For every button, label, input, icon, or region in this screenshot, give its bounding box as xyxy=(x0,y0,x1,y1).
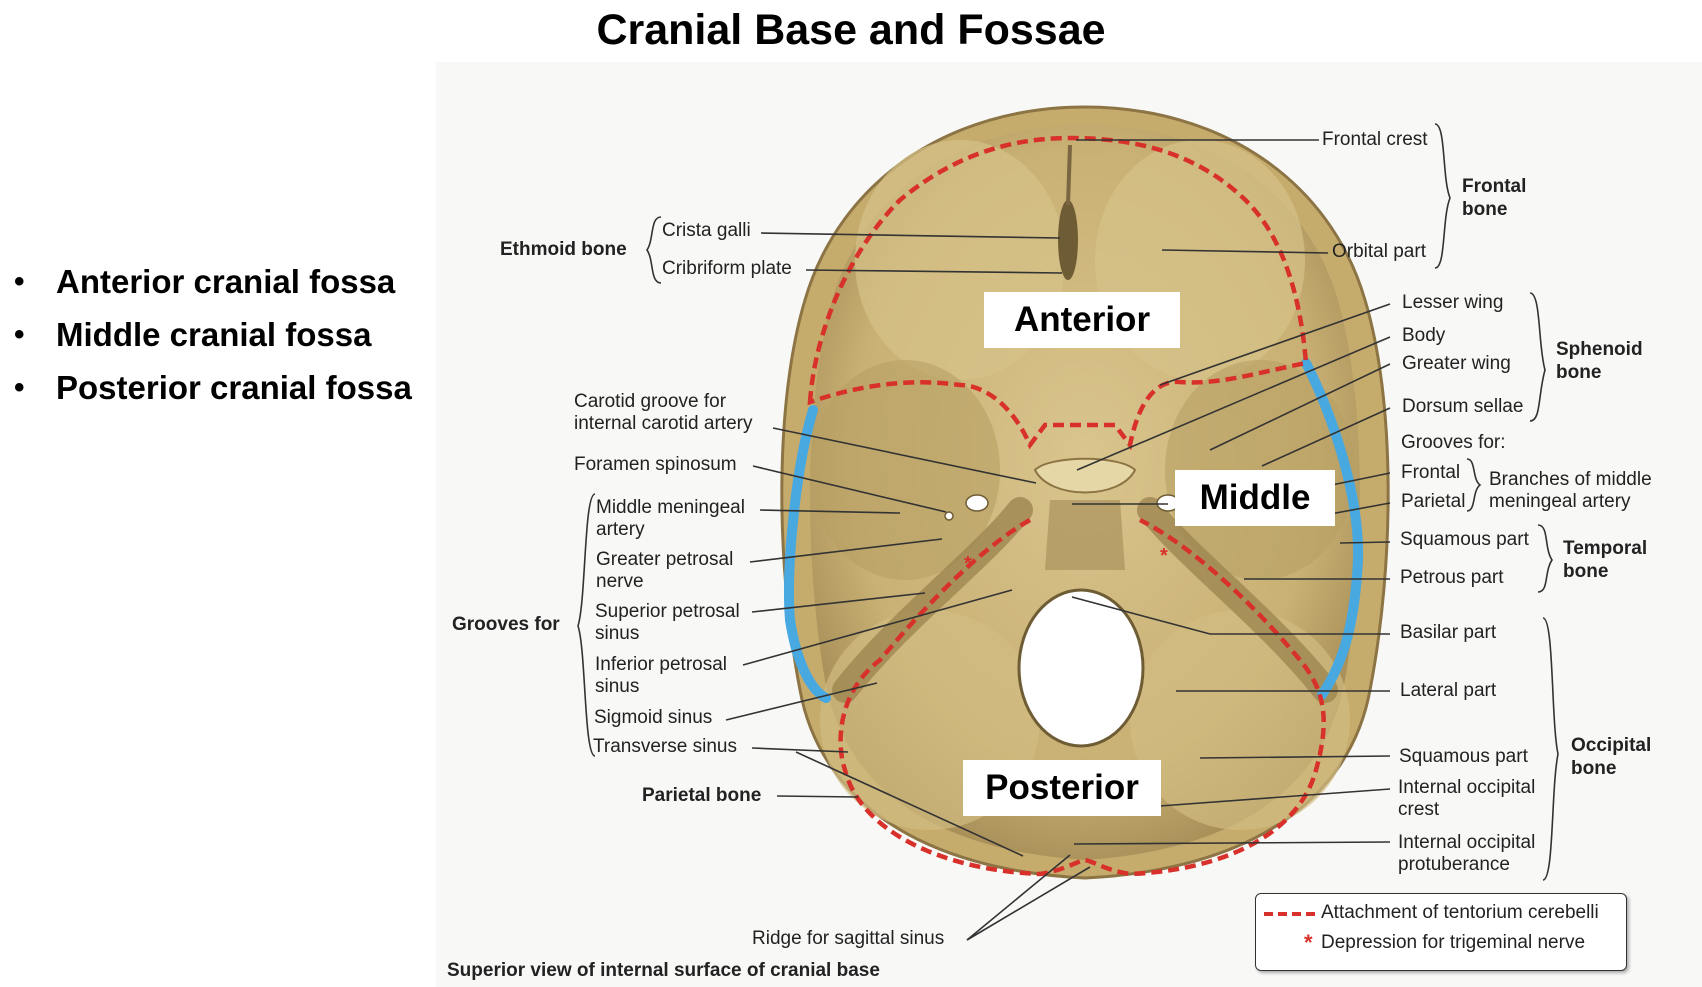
temporal-bone-group xyxy=(1563,537,1647,583)
label-superior-petrosal-line2: sinus xyxy=(595,623,640,644)
label-internal-occipital-crest xyxy=(1398,777,1535,821)
middle-fossa-label: Middle xyxy=(1199,478,1311,517)
bullet-anterior-text: Anterior cranial fossa xyxy=(56,263,396,300)
bullet-dot-icon: • xyxy=(14,371,25,404)
legend-trigeminal-text: Depression for trigeminal nerve xyxy=(1321,932,1586,953)
label-branches-line1: Branches of middle xyxy=(1489,469,1652,490)
right-trigeminal-marker: * xyxy=(1160,545,1168,567)
legend-box xyxy=(1255,893,1627,971)
foramen-magnum xyxy=(1019,590,1143,746)
bracket-ethmoid xyxy=(647,217,661,283)
label-sigmoid-sinus: Sigmoid sinus xyxy=(594,707,713,728)
trigeminal-asterisk-icon: * xyxy=(1304,930,1313,955)
middle-fossa-label-box xyxy=(1175,470,1335,526)
anterior-fossa-label: Anterior xyxy=(1013,300,1151,339)
label-squamous-part-occipital: Squamous part xyxy=(1399,746,1528,767)
label-carotid-groove-line2: internal carotid artery xyxy=(574,413,753,434)
label-basilar-part: Basilar part xyxy=(1400,622,1497,643)
bracket-occipital xyxy=(1543,618,1558,880)
label-body: Body xyxy=(1402,325,1446,346)
bracket-frontal xyxy=(1435,124,1450,268)
label-branches-line2: meningeal artery xyxy=(1489,491,1631,512)
sphenoid-bone-group-line1: Sphenoid xyxy=(1556,339,1643,360)
frontal-crest-ridge xyxy=(1068,145,1070,205)
ethmoid-bone-group: Ethmoid bone xyxy=(500,239,627,260)
label-squamous-part-temporal: Squamous part xyxy=(1400,529,1529,550)
posterior-fossa-label: Posterior xyxy=(985,768,1139,807)
label-lesser-wing: Lesser wing xyxy=(1402,292,1504,313)
sphenoid-bone-group xyxy=(1556,338,1643,384)
posterior-right-depression xyxy=(1130,610,1350,830)
clivus-shape xyxy=(1045,500,1125,570)
label-inferior-petrosal-line2: sinus xyxy=(595,676,640,697)
bracket-sphenoid xyxy=(1530,293,1545,421)
temporal-bone-group-line2: bone xyxy=(1563,561,1609,582)
bullet-dot-icon: • xyxy=(14,318,25,351)
left-foramen-spinosum xyxy=(945,512,953,520)
bullet-middle-text: Middle cranial fossa xyxy=(56,316,372,353)
label-frontal-groove: Frontal xyxy=(1401,462,1461,483)
label-greater-wing: Greater wing xyxy=(1402,353,1511,374)
anterior-fossa-label-box xyxy=(984,292,1180,348)
label-orbital-part: Orbital part xyxy=(1332,241,1426,262)
left-foramen-ovale xyxy=(966,495,988,511)
leader-ridge-2 xyxy=(967,867,1090,940)
label-petrous-part: Petrous part xyxy=(1400,567,1504,588)
bullet-posterior-text: Posterior cranial fossa xyxy=(56,369,412,406)
label-branches-middle-meningeal xyxy=(1489,469,1652,513)
bullet-dot-icon: • xyxy=(14,265,25,298)
label-cribriform-plate: Cribriform plate xyxy=(662,258,792,279)
label-ridge-sagittal-sinus: Ridge for sagittal sinus xyxy=(752,928,945,949)
label-parietal-groove: Parietal xyxy=(1401,491,1466,512)
label-inferior-petrosal xyxy=(595,654,727,698)
occipital-bone-group xyxy=(1571,734,1651,780)
tentorium-dash-icon xyxy=(1262,904,1322,924)
label-crista-galli: Crista galli xyxy=(662,220,751,241)
label-int-occ-crest-line2: crest xyxy=(1398,799,1440,820)
label-int-occ-prot-line2: protuberance xyxy=(1398,854,1510,875)
figure-caption: Superior view of internal surface of cranial base xyxy=(447,960,880,981)
sphenoid-bone-group-line2: bone xyxy=(1556,362,1602,383)
label-frontal-crest: Frontal crest xyxy=(1322,129,1428,150)
label-middle-meningeal xyxy=(596,497,745,541)
page-title: Cranial Base and Fossae xyxy=(596,6,1106,54)
label-carotid-groove xyxy=(574,391,752,435)
occipital-bone-group-line1: Occipital xyxy=(1571,735,1652,756)
bracket-temporal xyxy=(1538,525,1552,592)
label-foramen-spinosum: Foramen spinosum xyxy=(574,454,737,475)
label-dorsum-sellae: Dorsum sellae xyxy=(1402,396,1524,417)
bracket-grooves-for xyxy=(578,494,595,756)
label-greater-petrosal-line2: nerve xyxy=(596,571,644,592)
label-greater-petrosal xyxy=(596,549,733,593)
frontal-bone-group xyxy=(1462,175,1526,221)
posterior-fossa-label-box xyxy=(963,760,1161,816)
frontal-bone-group-line2: bone xyxy=(1462,199,1508,220)
label-grooves-for-right: Grooves for: xyxy=(1401,432,1506,453)
label-transverse-sinus: Transverse sinus xyxy=(593,736,737,757)
leader-squamous-temporal xyxy=(1340,542,1390,543)
frontal-bone-group-line1: Frontal xyxy=(1462,176,1527,197)
label-superior-petrosal xyxy=(595,601,740,645)
label-lateral-part: Lateral part xyxy=(1400,680,1497,701)
label-middle-meningeal-line1: Middle meningeal xyxy=(596,497,745,518)
label-greater-petrosal-line1: Greater petrosal xyxy=(596,549,734,570)
label-carotid-groove-line1: Carotid groove for xyxy=(574,391,727,412)
grooves-for-group: Grooves for xyxy=(452,614,560,635)
label-middle-meningeal-line2: artery xyxy=(596,519,645,540)
leader-parietal xyxy=(777,796,858,797)
label-int-occ-crest-line1: Internal occipital xyxy=(1398,777,1536,798)
label-superior-petrosal-line1: Superior petrosal xyxy=(595,601,740,622)
label-parietal-bone: Parietal bone xyxy=(642,785,762,806)
legend-tentorium-text: Attachment of tentorium cerebelli xyxy=(1321,902,1599,923)
occipital-bone-group-line2: bone xyxy=(1571,758,1617,779)
label-inferior-petrosal-line1: Inferior petrosal xyxy=(595,654,728,675)
left-trigeminal-marker: * xyxy=(964,553,972,575)
crista-galli-shape xyxy=(1058,200,1078,280)
bracket-branches xyxy=(1467,459,1480,511)
label-internal-occipital-protuberance xyxy=(1398,832,1535,876)
label-int-occ-prot-line1: Internal occipital xyxy=(1398,832,1536,853)
temporal-bone-group-line1: Temporal xyxy=(1563,538,1648,559)
